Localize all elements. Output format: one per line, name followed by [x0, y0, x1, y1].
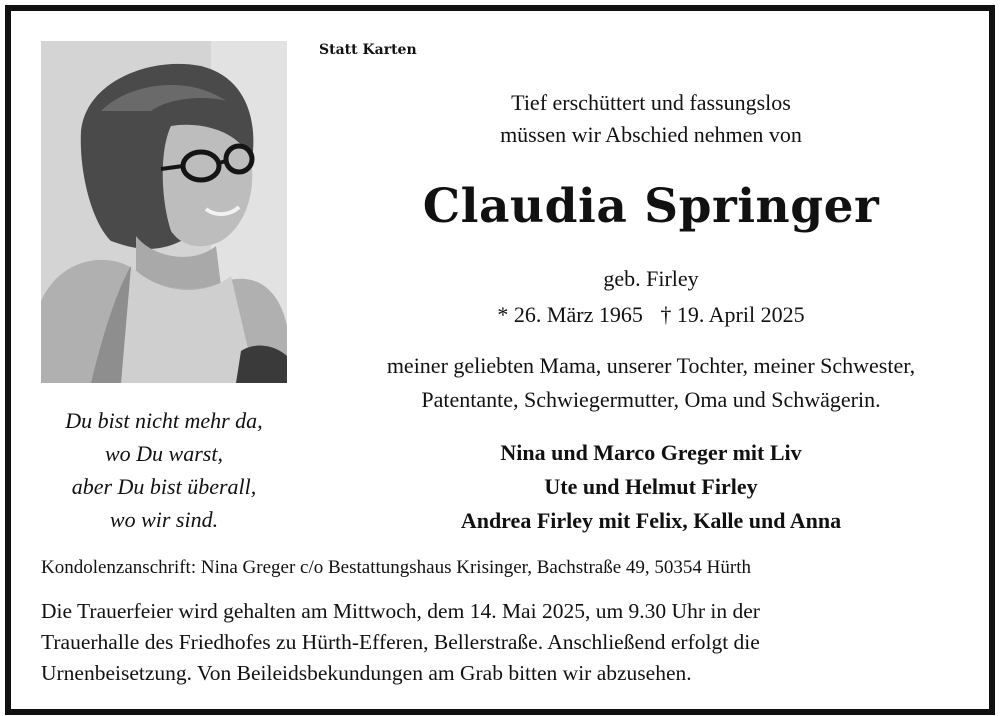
- obituary-frame: [5, 5, 995, 715]
- service-line: Trauerhalle des Friedhofes zu Hürth-Efferen, Bellerstraße. Anschließend erfolgt die: [41, 630, 760, 654]
- mourner-entry: Ute und Helmut Firley: [544, 474, 758, 499]
- funeral-service-info: [41, 596, 961, 689]
- mourner-entry: Nina und Marco Greger mit Liv: [500, 440, 802, 465]
- verse-line: Du bist nicht mehr da,: [65, 408, 263, 433]
- verse-line: wo Du warst,: [105, 441, 223, 466]
- relation-line: Patentante, Schwiegermutter, Oma und Schwägerin.: [421, 387, 881, 412]
- statt-karten-label: Statt Karten: [319, 42, 417, 58]
- portrait-photo: [41, 41, 287, 383]
- mourner-entry: Andrea Firley mit Felix, Kalle und Anna: [460, 508, 842, 533]
- service-line: Die Trauerfeier wird gehalten am Mittwoch, dem 14. Mai 2025, um 9.30 Uhr in der: [41, 599, 760, 623]
- birth-name: geb. Firley: [603, 266, 699, 291]
- intro-line: Tief erschüttert und fassungslos: [511, 90, 791, 115]
- intro-line: müssen wir Abschied nehmen von: [500, 122, 802, 147]
- relation-text: [311, 349, 991, 417]
- life-dates: [311, 302, 991, 328]
- memorial-verse: [41, 404, 287, 536]
- relation-line: meiner geliebten Mama, unserer Tochter, meiner Schwester,: [386, 353, 916, 378]
- mourners-list: [311, 436, 991, 538]
- condolence-address: Kondolenzanschrift: Nina Greger c/o Bestattungshaus Krisinger, Bachstraße 49, 50354 Hürth: [41, 557, 751, 578]
- verse-line: wo wir sind.: [109, 507, 219, 532]
- service-line: Urnenbeisetzung. Von Beileidsbekundungen am Grab bitten wir abzusehen.: [41, 661, 692, 685]
- deceased-name: Claudia Springer: [422, 179, 880, 234]
- birth-date: * 26. März 1965: [497, 302, 643, 327]
- death-date: † 19. April 2025: [660, 302, 805, 327]
- intro-text: [311, 87, 991, 151]
- verse-line: aber Du bist überall,: [71, 474, 257, 499]
